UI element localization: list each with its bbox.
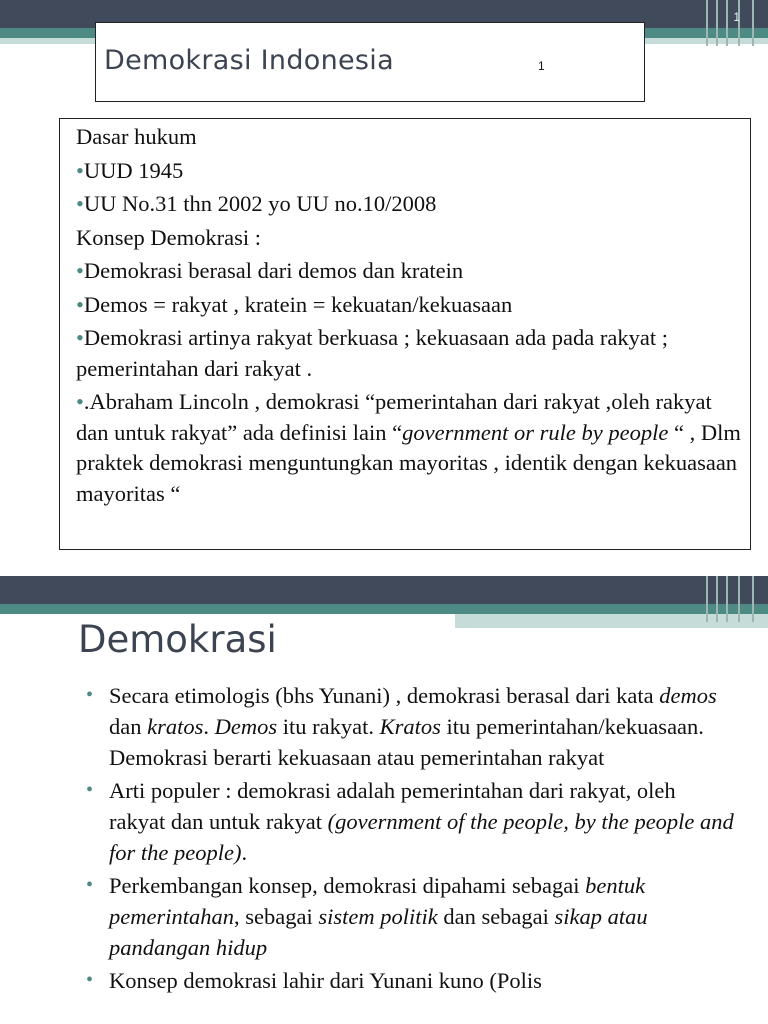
text: dan sebagai	[437, 904, 555, 929]
list-item	[76, 156, 742, 187]
list-item-text: Demokrasi artinya rakyat berkuasa ; kekuasaan ada pada rakyat ; pemerintahan dari rakyat .	[76, 325, 669, 381]
list-item	[76, 290, 742, 321]
list-item-text: UU No.31 thn 2002 yo UU no.10/2008	[83, 191, 437, 216]
title-box	[95, 22, 645, 102]
italic-text: sistem politik	[318, 904, 438, 929]
bullet-icon: •	[86, 779, 94, 801]
list-item	[84, 965, 734, 996]
italic-text: (government of the people, by the people and for the people)	[109, 809, 734, 865]
text: Arti populer : demokrasi adalah pemerintahan dari rakyat, oleh rakyat dan untuk rakyat	[109, 778, 676, 834]
text: .	[203, 714, 215, 739]
text: Secara etimologis (bhs Yunani) , demokrasi berasal dari kata	[109, 683, 660, 708]
text: .	[241, 840, 248, 865]
list-item	[84, 680, 734, 773]
bullet-icon: •	[76, 389, 84, 414]
text: dan	[109, 714, 148, 739]
bullet-icon: •	[76, 157, 84, 183]
italic-text: demos	[659, 683, 717, 708]
slide-title: Demokrasi	[78, 618, 277, 661]
slide-title: Demokrasi Indonesia	[104, 45, 394, 76]
list-item-text: UUD 1945	[83, 157, 184, 183]
bullet-list	[84, 680, 734, 998]
bullet-icon: •	[76, 325, 84, 350]
bullet-icon: •	[86, 969, 94, 991]
slide-gap	[0, 562, 768, 576]
list-item	[76, 323, 742, 384]
list-item	[84, 775, 734, 868]
list-item-italic: government or rule by people	[402, 419, 669, 445]
list-item	[76, 387, 742, 509]
bullet-icon: •	[76, 191, 84, 216]
list-item	[76, 256, 742, 287]
list-item-text: Demokrasi berasal dari demos dan kratein	[83, 258, 464, 283]
text: itu rakyat.	[277, 714, 380, 739]
header-band-dark	[0, 576, 768, 604]
list-item	[84, 870, 734, 963]
italic-text: Kratos	[379, 714, 441, 739]
heading-konsep: Konsep Demokrasi :	[76, 224, 261, 250]
bullet-icon: •	[86, 684, 94, 706]
list-item-text: .Abraham Lincoln , demokrasi “pemerintahan dari rakyat ,oleh rakyat dan untuk rakyat” ada definisi lain “	[76, 389, 712, 445]
bullet-icon: •	[86, 874, 94, 896]
slide-page-number: 1	[733, 10, 740, 24]
slide-2	[0, 576, 768, 1024]
list-item-text: “ , Dlm praktek demokrasi menguntungkan mayoritas , identik dengan kekuasaan mayoritas “	[76, 419, 741, 506]
text: Perkembangan konsep, demokrasi dipahami sebagai	[109, 873, 586, 898]
bullet-icon: •	[76, 291, 84, 317]
list-item-text: Demos = rakyat , kratein = kekuatan/kekuasaan	[83, 291, 513, 317]
italic-text: Demos	[214, 714, 278, 739]
content-box	[59, 118, 751, 550]
title-number: 1	[538, 59, 545, 73]
text: Konsep demokrasi lahir dari Yunani kuno (Polis	[109, 968, 542, 993]
bullet-icon: •	[76, 258, 84, 283]
italic-text: kratos	[147, 714, 204, 739]
italic-text: sikap atau pandangan hidup	[109, 904, 648, 960]
heading-dasar-hukum: Dasar hukum	[76, 124, 197, 149]
header-stripes	[700, 576, 768, 622]
header-band-teal	[0, 604, 768, 614]
list-item	[76, 189, 742, 220]
italic-text: bentuk pemerintahan	[109, 873, 646, 929]
text: itu pemerintahan/kekuasaan. Demokrasi berarti kekuasaan atau pemerintahan rakyat	[109, 714, 704, 770]
text: , sebagai	[233, 904, 319, 929]
